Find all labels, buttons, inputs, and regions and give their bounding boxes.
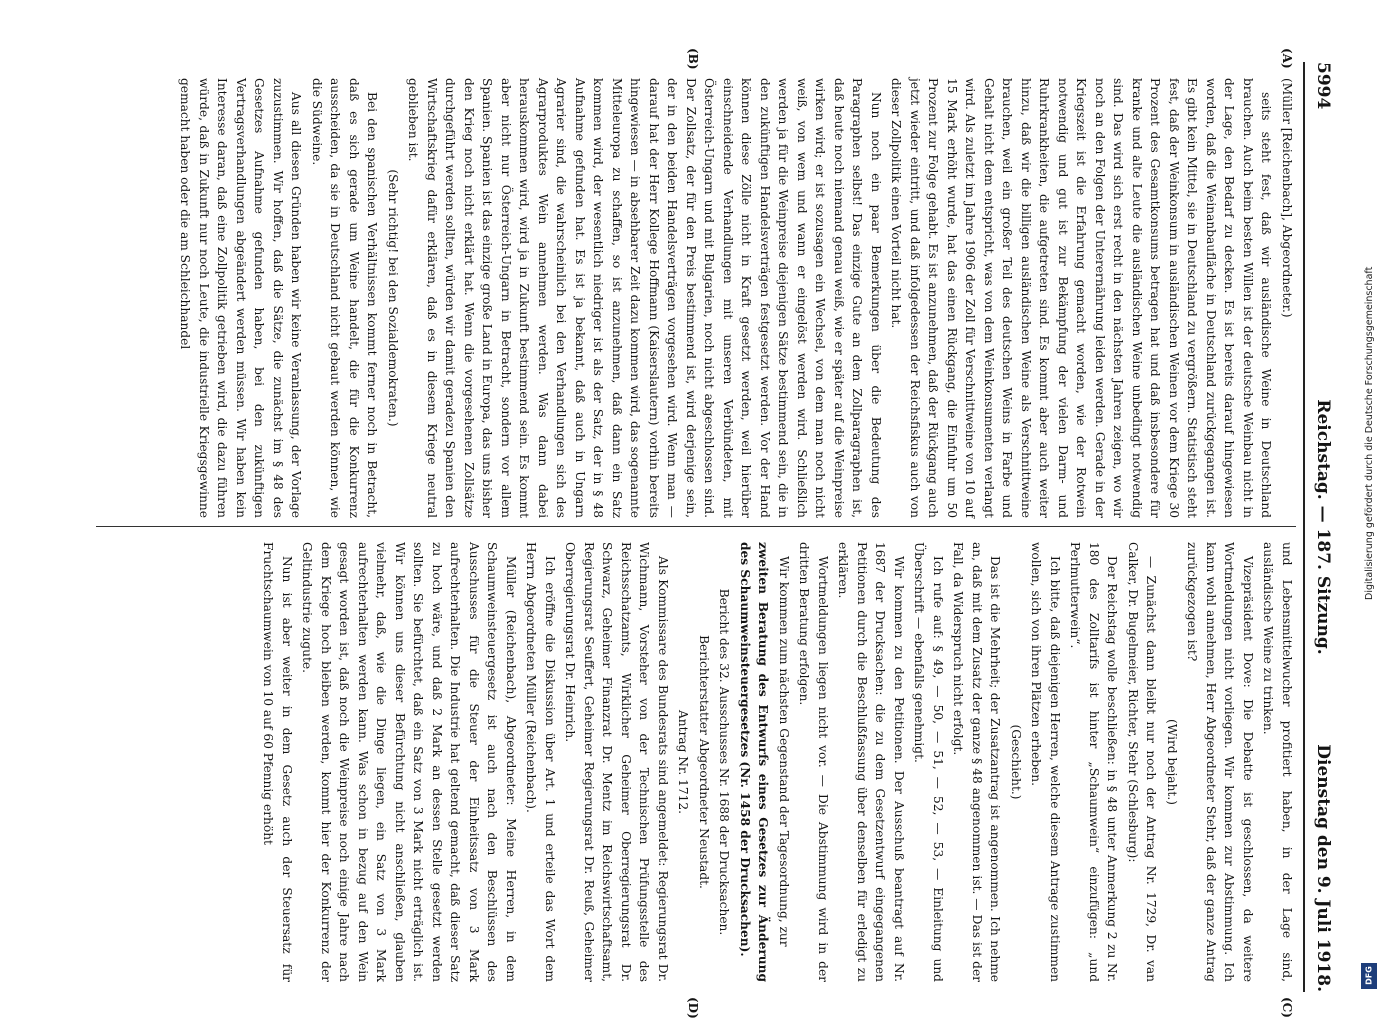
paragraph: Das ist die Mehrheit; der Zusatzantrag ist angenommen. Ich nehme an, daß mit dem Zusatz der ganze § 48 angenommen ist. — Das ist der Fall, da Widerspruch nicht erfolgt.: [951, 542, 1003, 982]
header-rule: [1303, 62, 1305, 992]
paragraph: Ich rufe auf: § 49, — 50, — 51, — 52, — 53, — Einleitung und Überschrift — ebenfalls genehmigt.: [912, 542, 945, 982]
session-date: Dienstag den 9. Juli 1918.: [1313, 744, 1333, 992]
margin-marker-c: (C): [1280, 997, 1294, 1018]
paragraph: Wir kommen zu den Petitionen. Der Ausschuß beantragt auf Nr. 1687 der Drucksachen: die zu dem Gesetzentwurf eingegangenen Petitionen durch die Beschlußfassung über denselben für erledigt zu erklären.: [836, 542, 906, 982]
right-column: [86, 542, 1296, 982]
margin-marker-b: (B): [686, 48, 700, 70]
paragraph: Wortmeldungen liegen nicht vor. — Die Abstimmung wird in der dritten Beratung erfolgen.: [797, 542, 830, 982]
paragraph: Vizepräsident Dove: Die Debatte ist geschlossen, da weitere Wortmeldungen nicht vorliegen. Wir kommen zur Abstimmung. Ich kann wohl annehmen, Herr Abgeordneter Stehr, daß der ganze Antrag zurückgezogen ist?: [1185, 542, 1255, 982]
paragraph: Nun noch ein paar Bemerkungen über die Bedeutung des Paragraphen selbst! Das einzige Gute an dem Zollparagraphen ist, daß heute noch niemand genau weiß, wie er später auf die Weinpreise wirken wird; er ist sozusagen ein Wechsel, von dem man noch nicht weiß, von wem und wann er eingelöst werden wird. Schließlich werden ja für die Weinpreise diejenigen Sätze bestimmend sein, die in den zukünftigen Handelsverträgen festgesetzt werden. Vor der Hand können diese Zölle nicht in Kraft gesetzt werden, weil hierüber einschneidende Verhandlungen mit unseren Verbündeten, mit Österreich-Ungarn und mit Bulgarien, noch nicht abgeschlossen sind. Der Zollsatz, der für den Preis bestimmend ist, wird derjenige sein, der in den beiden Handelsverträgen vorgesehen wird. Wenn man — darauf hat der Herr Kollege Hoffmann (Kaiserslautern) vorhin bereits hingewiesen — in absehbarer Zeit dazu kommen wird, das sogenannte Mitteleuropa zu schaffen, so ist anzunehmen, daß dann ein Satz kommen wird, der wesentlich niedriger ist als der Satz, der in § 48 Aufnahme gefunden hat. Es ist ja bekannt, daß auch in Ungarn Agrarier sind, die wahrscheinlich bei den Verhandlungen sich des Agrarproduktes Wein annehmen werden. Was dann dabei herauskommen wird, wird ja in Zukunft bestimmend sein. Es kommt aber nicht nur Österreich-Ungarn in Betracht, sondern vor allem Spanien. Spanien ist das einzige große Land in Europa, das uns bisher den Krieg noch nicht erklärt hat. Wenn die vorgesehenen Zollsätze durchgeführt werden sollten, würden wir damit geradezu Spanien den Wirtschaftskrieg dafür erklären, daß es in diesem Kriege neutral geblieben ist.: [406, 78, 883, 518]
margin-marker-a: (A): [1280, 48, 1294, 69]
column-divider: [96, 526, 1296, 527]
paragraph: Ich eröffne die Diskussion über Art. 1 und erteile das Wort dem Herrn Abgeordneten Müller (Reichenbach).: [524, 542, 557, 982]
commissioners-list: Als Kommissare des Bundesrats sind angemeldet: Regierungsrat Dr. Wichmann, Vorsteher von der Technischen Prüfungsstelle des Reichsschatzamts, Wirklicher Geheimer Oberregierungsrat Dr. Schwarz, Geheimer Finanzrat Dr. Mentz im Reichswirtschaftsamt, Regierungsrat Seuffert, Geheimer Regierungsrat Dr. Reuß, Geheimer Oberregierungsrat Dr. Heinrich.: [563, 542, 670, 982]
motion-reference: Antrag Nr. 1712.: [676, 709, 691, 815]
report-reference: Bericht des 32. Ausschusses Nr. 1688 der Drucksachen.: [717, 588, 732, 936]
page-header: [1306, 62, 1340, 992]
agenda-item-title: zweiten Beratung des Entwurfs eines Gesetzes zur Änderung des Schaumweinsteuergesetzes (Nr. 1458 der Drucksachen).: [738, 542, 771, 982]
left-column: [86, 78, 1296, 518]
dfg-logo-label: DFG: [1364, 966, 1374, 985]
running-title: Reichstag. — 187. Sitzung.: [1313, 399, 1333, 655]
paragraph: Bei den spanischen Verhältnissen kommt ferner noch in Betracht, daß es sich gerade um Weine handelt, die für die Konkurrenz ausscheiden, da sie in Deutschland nicht gebaut werden können, wie die Südweine.: [310, 78, 380, 518]
paragraph: Wir kommen zum nächsten Gegenstand der Tagesordnung, zur: [777, 556, 791, 947]
paragraph: Aus all diesen Gründen haben wir keine Veranlassung, der Vorlage zuzustimmen. Wir hoffen, daß die Sätze, die zunächst im § 48 des Gesetzes Aufnahme gefunden haben, bei den zukünftigen Vertragsverhandlungen abgeändert werden müssen. Wir haben kein Interesse daran, daß eine Zollpolitik getrieben wird, die dazu führen würde, daß in Zukunft nur noch Leute, die industrielle Kriegsgewinne gemacht haben oder die am Schleichhandel: [178, 78, 304, 518]
interjection: (Sehr richtig! bei den Sozialdemokraten.): [386, 169, 400, 427]
page-number: 5994: [1313, 62, 1333, 110]
dfg-logo-icon: [1361, 963, 1377, 989]
paragraph: und Lebensmittelwucher profitiert haben, in der Lage sind, ausländische Weine zu trinken.: [1261, 542, 1294, 982]
paragraph: seits steht fest, daß wir ausländische Weine in Deutschland brauchen. Auch beim besten Willen ist der deutsche Weinbau nicht in der Lage, den Bedarf zu decken. Es ist bereits darauf hingewiesen worden, daß die Weinanbaufläche in Deutschland zurückgegangen ist. Es gibt kein Mittel, sie in Deutschland zu vergrößern. Statistisch steht fest, daß der Weinkonsum in ausländischen Weinen vor dem Kriege 30 Prozent des Gesamtkonsums betragen hat und daß insbesondere für kranke und alte Leute die ausländischen Weine unbedingt notwendig sind. Das wird sich erst recht in den nächsten Jahren zeigen, wo wir noch an den Folgen der Unterernährung leiden werden. Gerade in der Kriegszeit ist die Erfahrung gemacht worden, wie der Rotwein notwendig und gut ist zur Bekämpfung der vielen Darm- und Ruhrkrankheiten, die aufgetreten sind. Es kommt aber auch weiter hinzu, daß wir die billigen ausländischen Weine als Verschnittweine brauchen, weil ein großer Teil des deutschen Weins in Farbe und Gehalt nicht dem entspricht, was von dem Weinkonsumenten verlangt wird. Als zuletzt im Jahre 1906 der Zoll für Verschnittweine von 10 auf 15 Mark erhöht wurde, hat das einen Rückgang, die Einfuhr um 50 Prozent zur Folge gehabt. Es ist anzunehmen, daß der Rückgang auch jetzt wieder eintritt, und daß infolgedessen der Reichsfiskus auch von dieser Zollpolitik einen Vorteil nicht hat.: [889, 78, 1274, 518]
motion-text: Der Reichstag wolle beschließen: in § 48 unter Anmerkung 2 zu Nr. 180 des Zolltarifs ist hinter „Schaumwein“ einzufügen: „und Perlmutterwein“.: [1068, 542, 1120, 982]
paragraph: — Zunächst dann bleibt nur noch der Antrag Nr. 1729, Dr. van Calker, Dr. Bugelmeier, Richter, Stehr (Schlesburg):: [1126, 542, 1159, 982]
funding-note: Digitalisierung gefördert durch die Deutsche Forschungsgemeinschaft: [1364, 266, 1375, 600]
speaker-note: (Müller [Reichenbach], Abgeordneter.): [1280, 78, 1294, 318]
paragraph: Nun ist aber weiter in dem Gesetz auch der Steuersatz für Fruchtschaumwein von 10 auf 60 Pfennig erhöht: [261, 542, 294, 982]
margin-marker-d: (D): [686, 997, 700, 1019]
document-page: [80, 48, 1340, 1019]
speech-paragraph: Müller (Reichenbach), Abgeordneter: Meine Herren, in dem Schaumweinsteuergesetz ist auch nach den Beschlüssen des Ausschusses für die Steuer der Einheitssatz von 3 Mark aufrechterhalten. Die Industrie hat geltend gemacht, daß dieser Satz zu hoch wäre, und daß 2 Mark an dessen Stelle gesetzt werden sollten. Sie befürchtet, daß ein Satz von 3 Mark nicht erträglich ist. Wir können uns dieser Befürchtung nicht anschließen, glauben vielmehr, daß, wie die Dinge liegen, ein Satz von 3 Mark aufrechterhalten werden kann. Was schon in bezug auf den Wein gesagt worden ist, daß noch die Weinpreise noch einige Jahre nach dem Kriege hoch bleiben werden, kommt hier der Konkurrenz der Geltindustrie zugute.: [300, 542, 518, 982]
interjection: (Geschieht.): [1009, 724, 1023, 800]
interjection: (Wird bejaht.): [1165, 719, 1179, 805]
rapporteur: Berichterstatter Abgeordneter Neustadt.: [697, 635, 711, 889]
paragraph: Ich bitte, daß diejenigen Herren, welche diesem Antrage zustimmen wollen, sich von ihren Plätzen erheben.: [1029, 542, 1062, 982]
